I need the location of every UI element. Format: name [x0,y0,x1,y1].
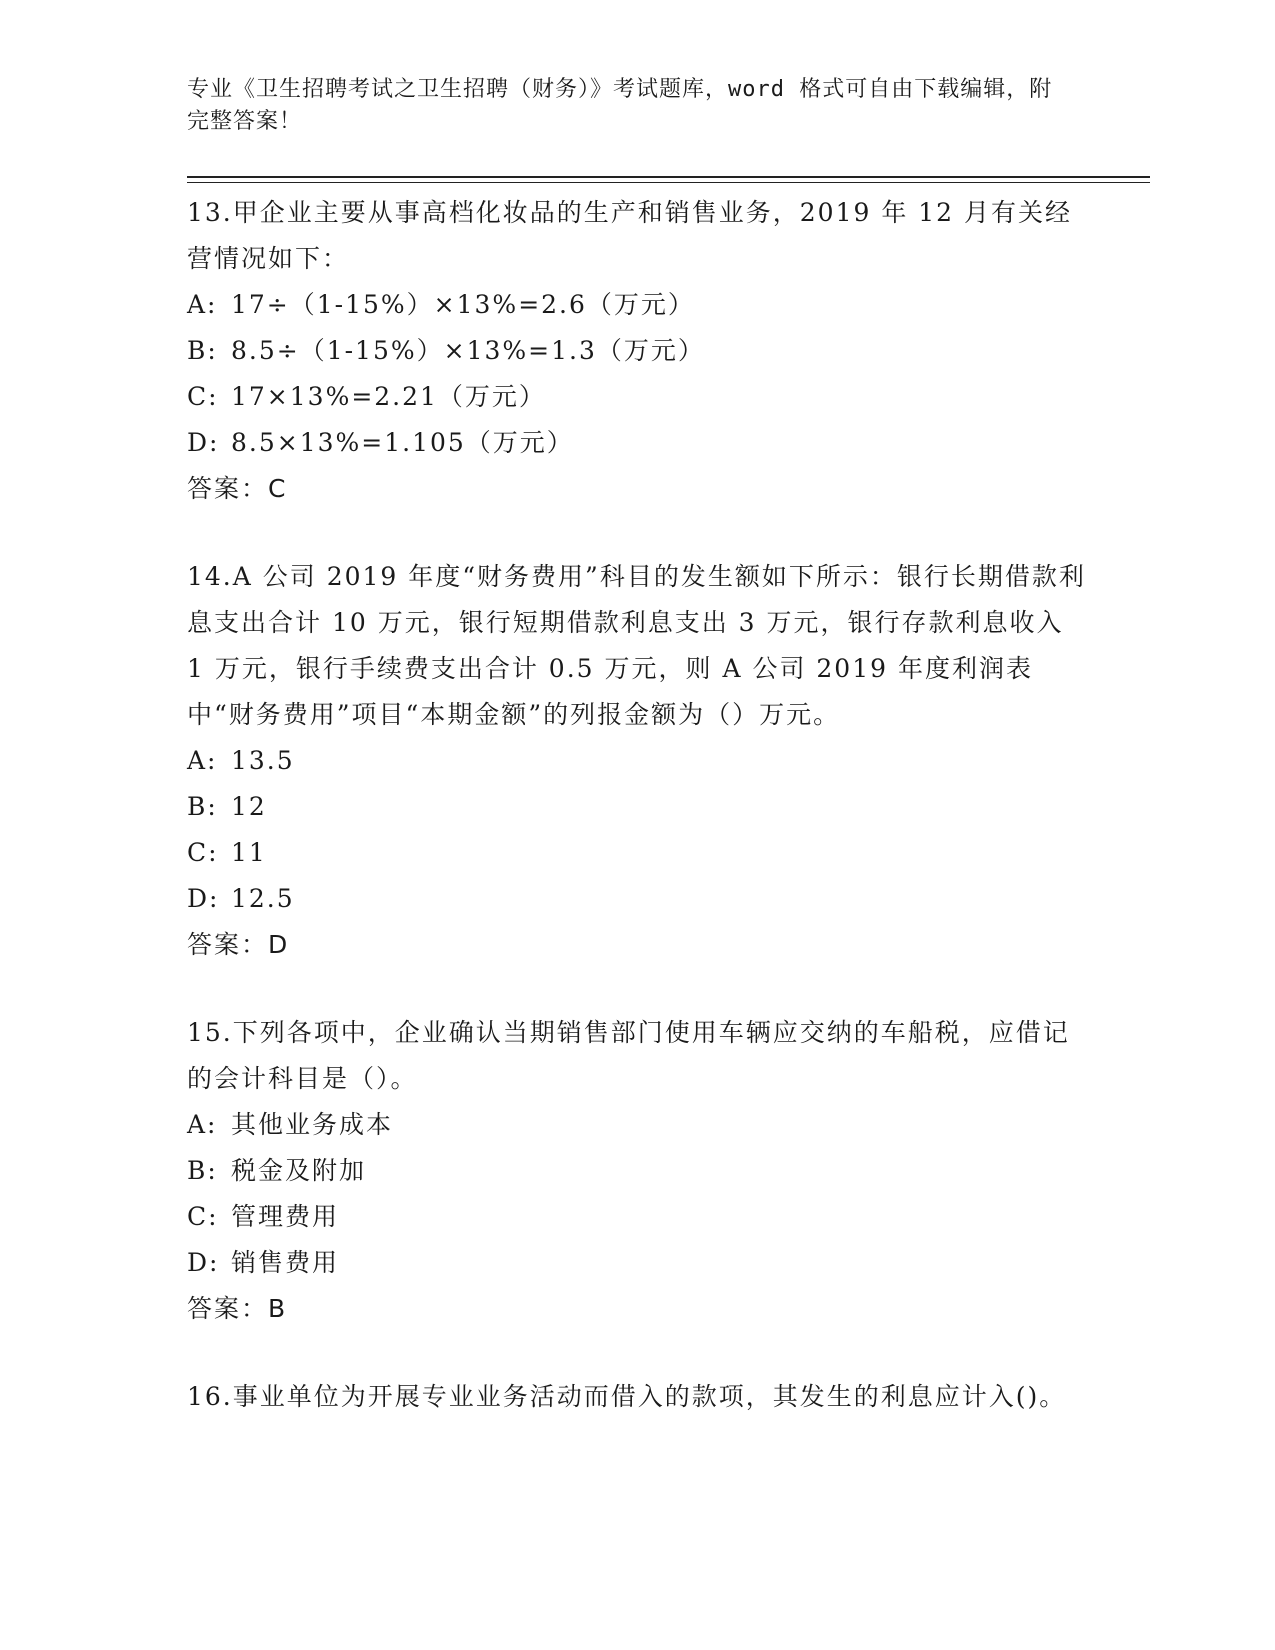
option-text: 税金及附加 [231,1156,367,1185]
answer-line: 答案：D [187,930,290,959]
header-divider-thin [187,182,1150,183]
answer-line: 答案：C [187,474,288,503]
question-stem: 14.A 公司 2019 年度“财务费用”科目的发生额如下所示：银行长期借款利息支出合计 10 万元，银行短期借款利息支出 3 万元，银行存款利息收入 1 万元，银行手续费支出合计 0.5 万元，则 A 公司 2019 年度利润表中“财务费用”项目“本期金额”的列报金额为（）万元。 [187,562,1086,729]
option-text: 11 [231,838,267,867]
option-a [187,1102,1087,1148]
question-stem: 16.事业单位为开展专业业务活动而借入的款项，其发生的利息应计入()。 [187,1382,1067,1411]
option-text: 8.5÷（1-15%）×13%=1.3（万元） [231,336,705,365]
option-b [187,1148,1087,1194]
option-text: 12.5 [231,884,295,913]
question-15 [187,1010,1087,1332]
document-header: 专业《卫生招聘考试之卫生招聘（财务）》考试题库，word 格式可自由下载编辑，附完整答案！ [187,77,1053,134]
question-stem: 13.甲企业主要从事高档化妆品的生产和销售业务，2019 年 12 月有关经营情况如下： [187,198,1073,273]
header-divider-thick [187,176,1150,178]
question-16 [187,1374,1087,1420]
option-text: 17÷（1-15%）×13%=2.6（万元） [231,290,695,319]
option-text: 12 [231,792,267,821]
option-text: 8.5×13%=1.105（万元） [231,428,574,457]
option-key: B: [187,336,218,365]
option-a [187,738,1087,784]
option-text: 13.5 [231,746,295,775]
option-key: A: [187,290,218,319]
option-key: D: [187,1248,220,1277]
question-list [187,190,1087,1462]
option-key: C: [187,838,219,867]
question-stem: 15.下列各项中，企业确认当期销售部门使用车辆应交纳的车船税，应借记的会计科目是（）。 [187,1018,1070,1093]
option-c [187,374,1087,420]
option-key: A: [187,746,218,775]
answer-line: 答案：B [187,1294,288,1323]
option-key: A: [187,1110,218,1139]
option-key: B: [187,1156,218,1185]
option-text: 管理费用 [231,1202,340,1231]
option-d [187,420,1087,466]
option-d [187,876,1087,922]
option-key: C: [187,382,219,411]
option-c [187,1194,1087,1240]
option-c [187,830,1087,876]
question-13 [187,190,1087,512]
option-b [187,328,1087,374]
question-14 [187,554,1087,968]
option-text: 销售费用 [231,1248,340,1277]
option-b [187,784,1087,830]
option-key: D: [187,428,220,457]
option-text: 17×13%=2.21（万元） [231,382,546,411]
option-d [187,1240,1087,1286]
option-key: B: [187,792,218,821]
option-key: D: [187,884,220,913]
option-a [187,282,1087,328]
option-text: 其他业务成本 [231,1110,394,1139]
option-key: C: [187,1202,219,1231]
